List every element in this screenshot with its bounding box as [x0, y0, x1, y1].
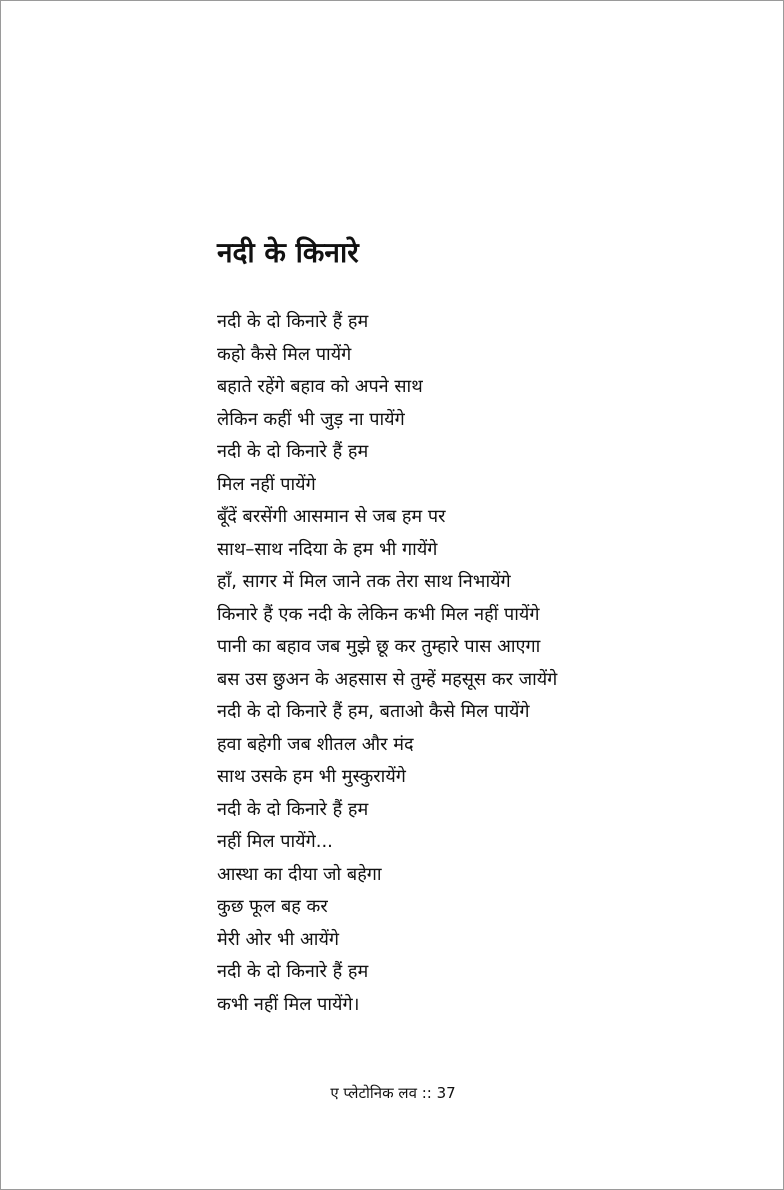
- poem-line: कभी नहीं मिल पायेंगे।: [217, 993, 360, 1015]
- poem-line: नहीं मिल पायेंगे...: [217, 831, 333, 852]
- poem-line: साथ उसके हम भी मुस्कुरायेंगे: [217, 766, 406, 787]
- poem-line: हाँ, सागर में मिल जाने तक तेरा साथ निभायेंगे: [217, 571, 511, 592]
- poem-line: नदी के दो किनारे हैं हम, बताओ कैसे मिल पायेंगे: [217, 701, 530, 722]
- poem-line: कहो कैसे मिल पायेंगे: [217, 343, 352, 365]
- poem-line: नदी के दो किनारे हैं हम: [217, 311, 369, 332]
- poem-line: मेरी ओर भी आयेंगे: [217, 928, 340, 950]
- poem-line: आस्था का दीया जो बहेगा: [217, 863, 382, 885]
- poem-line: बूँदें बरसेंगी आसमान से जब हम पर: [217, 506, 446, 527]
- poem-line: साथ–साथ नदिया के हम भी गायेंगे: [217, 538, 438, 560]
- poem-line: लेकिन कहीं भी जुड़ ना पायेंगे: [217, 408, 405, 430]
- poem-body: [217, 306, 557, 1021]
- page-footer: ए प्लेटोनिक लव :: 37: [330, 1084, 456, 1102]
- poem-line: हवा बहेगी जब शीतल और मंद: [217, 733, 414, 755]
- poem-line: नदी के दो किनारे हैं हम: [217, 441, 369, 462]
- poem-line: पानी का बहाव जब मुझे छू कर तुम्हारे पास आएगा: [217, 636, 541, 657]
- poem-title: नदी के किनारे: [217, 236, 359, 269]
- poem-line: नदी के दो किनारे हैं हम: [217, 798, 369, 820]
- poem-line: बहाते रहेंगे बहाव को अपने साथ: [217, 376, 423, 397]
- poem-line: नदी के दो किनारे हैं हम: [217, 961, 369, 982]
- poem-line: मिल नहीं पायेंगे: [217, 473, 316, 495]
- poem-line: कुछ फूल बह कर: [217, 896, 328, 917]
- poem-line: किनारे हैं एक नदी के लेकिन कभी मिल नहीं पायेंगे: [217, 603, 540, 625]
- poem-line: बस उस छुअन के अहसास से तुम्हें महसूस कर जायेंगे: [217, 668, 558, 690]
